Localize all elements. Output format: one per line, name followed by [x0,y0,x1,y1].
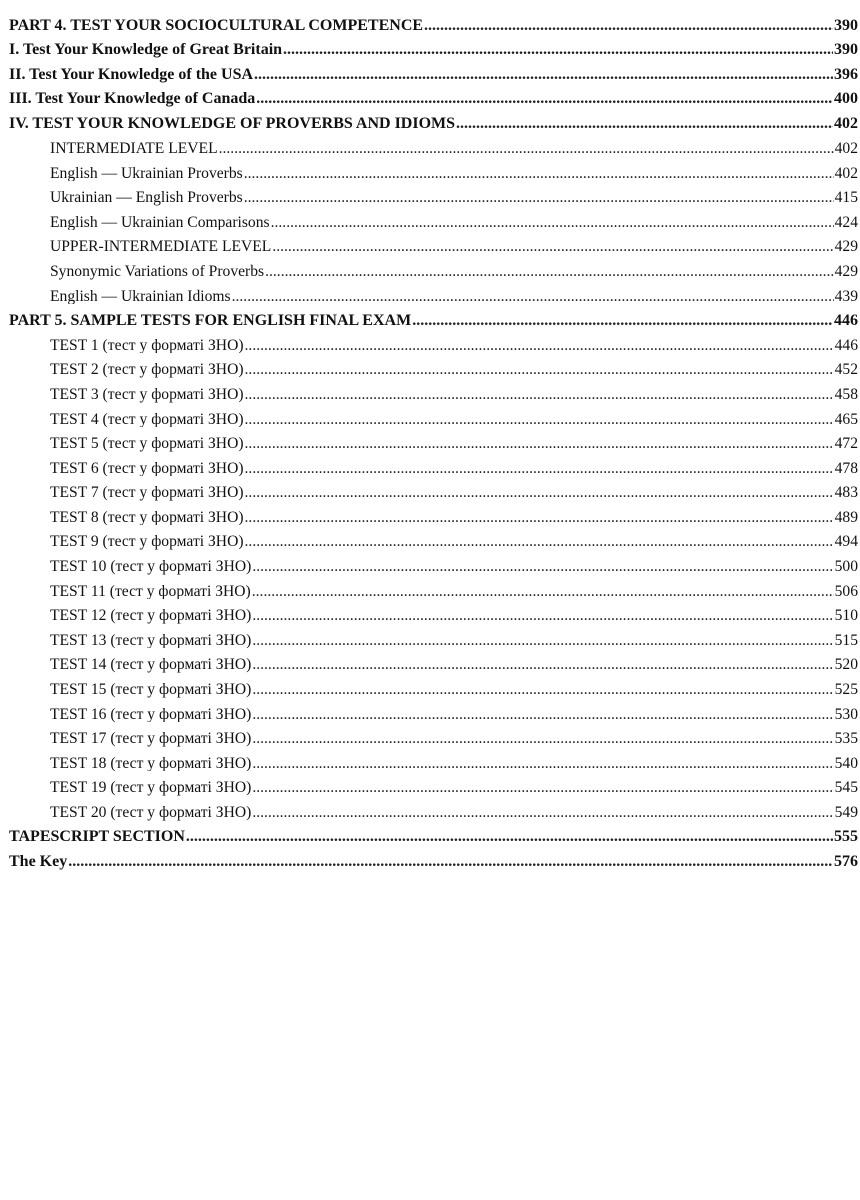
toc-entry-title: Ukrainian — English Proverbs [50,189,243,206]
toc-dot-leader [245,534,834,550]
toc-dot-leader [252,805,833,821]
toc-entry-page-number: 400 [834,90,858,108]
toc-section-entry [9,304,858,329]
toc-entry-page-number: 515 [834,631,858,649]
toc-dot-leader [245,461,834,477]
toc-section-entry [9,107,858,132]
toc-entry-title: TEST 15 (тест у форматі ЗНО) [50,681,252,698]
toc-dot-leader [244,190,834,206]
toc-entry-title: TEST 14 (тест у форматі ЗНО) [50,656,252,674]
toc-entry-page-number: 535 [834,730,858,747]
toc-section-entry [9,83,858,108]
toc-entry-page-number: 500 [834,558,858,575]
toc-subsection-entry [9,255,858,280]
toc-dot-leader [252,780,833,796]
toc-subsection-entry [9,280,858,305]
toc-entry-page-number: 545 [834,779,858,796]
toc-dot-leader [456,116,833,132]
toc-entry-page-number: 402 [834,114,858,132]
toc-dot-leader [424,18,833,34]
toc-entry-page-number: 390 [834,41,858,59]
toc-dot-leader [245,436,834,452]
toc-entry-title: UPPER-INTERMEDIATE LEVEL [50,238,272,255]
toc-entry-page-number: 402 [834,164,858,182]
toc-dot-leader [252,756,833,772]
toc-entry-page-number: 483 [834,484,858,501]
toc-subsection-entry [9,575,858,600]
toc-entry-page-number: 415 [834,189,858,206]
toc-entry-page-number: 446 [834,311,858,329]
toc-entry-title: TEST 19 (тест у форматі ЗНО) [50,779,252,796]
toc-entry-page-number: 520 [834,656,858,674]
toc-dot-leader [245,338,834,354]
toc-dot-leader [256,91,833,107]
toc-entry-page-number: 429 [834,238,858,255]
toc-entry-title: TEST 6 (тест у форматі ЗНО) [50,459,244,477]
toc-section-entry [9,34,858,59]
toc-entry-title: TEST 8 (тест у форматі ЗНО) [50,508,244,526]
toc-entry-title: TEST 16 (тест у форматі ЗНО) [50,705,252,723]
toc-entry-title: TEST 4 (тест у форматі ЗНО) [50,410,244,428]
toc-subsection-entry [9,206,858,231]
toc-entry-title: TEST 3 (тест у форматі ЗНО) [50,385,244,403]
toc-entry-title: II. Test Your Knowledge of the USA [9,65,254,83]
toc-entry-page-number: 446 [834,336,858,354]
toc-entry-title: TEST 17 (тест у форматі ЗНО) [50,730,252,747]
toc-dot-leader [412,313,833,329]
toc-entry-page-number: 472 [834,435,858,452]
toc-dot-leader [252,559,833,575]
toc-entry-title: Synonymic Variations of Proverbs [50,262,265,280]
toc-section-entry [9,58,858,83]
toc-entry-page-number: 525 [834,681,858,698]
toc-subsection-entry [9,771,858,796]
toc-dot-leader [245,362,834,378]
toc-subsection-entry [9,181,858,206]
toc-entry-page-number: 439 [834,287,858,305]
toc-entry-page-number: 458 [834,385,858,403]
toc-subsection-entry [9,378,858,403]
toc-subsection-entry [9,698,858,723]
toc-subsection-entry [9,132,858,157]
toc-subsection-entry [9,722,858,747]
toc-dot-leader [252,707,833,723]
toc-entry-title: English — Ukrainian Proverbs [50,164,243,182]
toc-entry-title: TEST 10 (тест у форматі ЗНО) [50,558,252,575]
toc-entry-title: TEST 7 (тест у форматі ЗНО) [50,484,244,501]
toc-dot-leader [254,67,833,83]
toc-subsection-entry [9,673,858,698]
toc-entry-title: TAPESCRIPT SECTION [9,828,185,846]
toc-dot-leader [252,682,833,698]
toc-entry-title: English — Ukrainian Idioms [50,287,231,305]
toc-subsection-entry [9,353,858,378]
toc-dot-leader [232,289,834,305]
toc-entry-title: TEST 2 (тест у форматі ЗНО) [50,361,244,378]
toc-dot-leader [219,141,834,157]
toc-entry-title: III. Test Your Knowledge of Canada [9,90,256,108]
toc-section-entry [9,9,858,34]
toc-entry-title: I. Test Your Knowledge of Great Britain [9,41,283,59]
toc-dot-leader [245,485,834,501]
toc-subsection-entry [9,747,858,772]
table-of-contents [9,9,858,870]
toc-entry-page-number: 424 [834,213,858,231]
toc-entry-title: The Key [9,852,68,870]
toc-entry-page-number: 549 [834,804,858,821]
toc-dot-leader [245,510,834,526]
toc-dot-leader [68,854,833,870]
toc-dot-leader [265,264,834,280]
toc-subsection-entry [9,476,858,501]
toc-subsection-entry [9,501,858,526]
toc-dot-leader [252,608,833,624]
toc-dot-leader [252,584,834,600]
toc-dot-leader [252,633,833,649]
toc-entry-page-number: 576 [834,852,858,870]
toc-subsection-entry [9,329,858,354]
toc-dot-leader [245,387,834,403]
toc-subsection-entry [9,648,858,673]
toc-dot-leader [186,829,833,845]
toc-entry-page-number: 530 [834,705,858,723]
toc-subsection-entry [9,796,858,821]
toc-entry-title: TEST 11 (тест у форматі ЗНО) [50,582,251,600]
toc-entry-title: TEST 13 (тест у форматі ЗНО) [50,631,252,649]
toc-subsection-entry [9,452,858,477]
toc-entry-page-number: 540 [834,754,858,772]
toc-subsection-entry [9,230,858,255]
toc-dot-leader [272,239,833,255]
toc-subsection-entry [9,525,858,550]
toc-subsection-entry [9,427,858,452]
toc-entry-page-number: 489 [834,508,858,526]
toc-dot-leader [252,657,833,673]
toc-entry-page-number: 506 [834,582,858,600]
toc-entry-page-number: 429 [834,262,858,280]
toc-entry-page-number: 478 [834,459,858,477]
toc-dot-leader [271,215,834,231]
toc-entry-page-number: 494 [834,533,858,551]
toc-entry-title: IV. TEST YOUR KNOWLEDGE OF PROVERBS AND IDIOMS [9,114,456,132]
toc-subsection-entry [9,403,858,428]
toc-entry-page-number: 465 [834,410,858,428]
toc-entry-page-number: 396 [834,65,858,83]
toc-entry-title: TEST 1 (тест у форматі ЗНО) [50,336,244,354]
toc-entry-title: TEST 18 (тест у форматі ЗНО) [50,754,252,772]
toc-entry-page-number: 555 [834,828,858,846]
toc-subsection-entry [9,624,858,649]
toc-entry-title: TEST 5 (тест у форматі ЗНО) [50,435,244,452]
toc-entry-page-number: 390 [834,16,858,34]
toc-subsection-entry [9,157,858,182]
toc-dot-leader [252,731,833,747]
toc-dot-leader [244,166,834,182]
toc-section-entry [9,821,858,846]
toc-section-entry [9,845,858,870]
toc-entry-page-number: 452 [834,361,858,378]
toc-entry-title: PART 4. TEST YOUR SOCIOCULTURAL COMPETENCE [9,16,424,34]
toc-entry-title: PART 5. SAMPLE TESTS FOR ENGLISH FINAL EXAM [9,311,412,329]
toc-entry-title: English — Ukrainian Comparisons [50,213,270,231]
toc-entry-page-number: 510 [834,607,858,624]
toc-subsection-entry [9,550,858,575]
toc-entry-title: TEST 9 (тест у форматі ЗНО) [50,533,244,551]
toc-entry-title: TEST 12 (тест у форматі ЗНО) [50,607,252,624]
toc-dot-leader [245,412,834,428]
toc-dot-leader [283,42,833,58]
toc-entry-title: TEST 20 (тест у форматі ЗНО) [50,804,252,821]
toc-entry-page-number: 402 [834,139,858,157]
toc-entry-title: INTERMEDIATE LEVEL [50,139,218,157]
toc-subsection-entry [9,599,858,624]
